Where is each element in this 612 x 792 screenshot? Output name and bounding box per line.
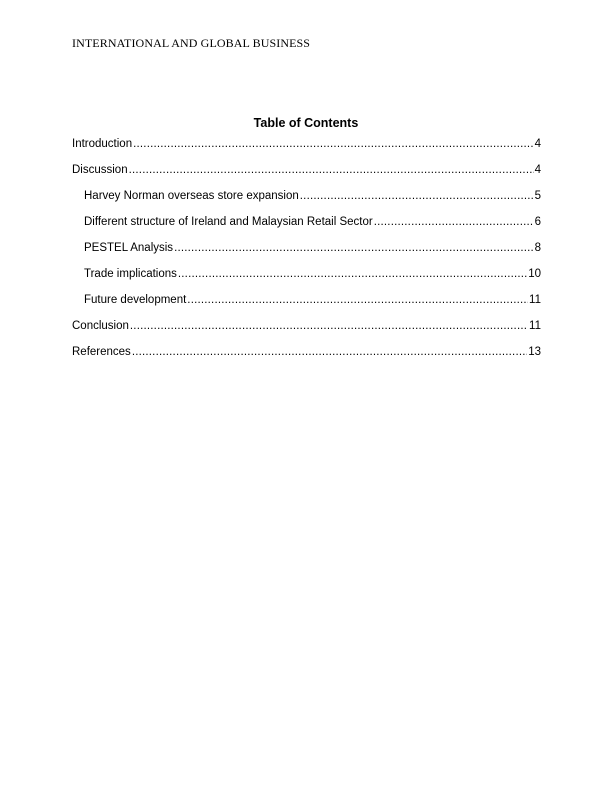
toc-dot-leader	[187, 293, 528, 307]
toc-entry-references[interactable]	[72, 344, 541, 370]
toc-entry-text: References	[72, 346, 131, 358]
toc-entry-text: Harvey Norman overseas store expansion	[84, 190, 299, 202]
toc-entry-trade-implications[interactable]	[72, 266, 541, 292]
toc-dot-leader	[129, 163, 534, 177]
toc-dot-leader	[174, 241, 534, 255]
toc-page-number: 5	[534, 190, 541, 202]
toc-entry-introduction[interactable]	[72, 136, 541, 162]
toc-title: Table of Contents	[253, 116, 359, 130]
toc-page-number: 4	[534, 138, 541, 150]
toc-entry-future-development[interactable]	[72, 292, 541, 318]
toc-entry-text: PESTEL Analysis	[84, 242, 174, 254]
toc-entry-text: Trade implications	[84, 268, 177, 280]
toc-dot-leader	[130, 319, 528, 333]
running-header: INTERNATIONAL AND GLOBAL BUSINESS	[72, 36, 311, 50]
toc-entry-text: Future development	[84, 294, 187, 306]
toc-entry-text: Different structure of Ireland and Malaysian Retail Sector	[84, 216, 373, 228]
toc-dot-leader	[374, 215, 534, 229]
toc-entry-discussion[interactable]	[72, 162, 541, 188]
toc-entry-harvey-norman-expansion[interactable]	[72, 188, 541, 214]
toc-page-number: 13	[528, 346, 541, 358]
toc-entry-text: Conclusion	[72, 320, 129, 332]
toc-entry-conclusion[interactable]	[72, 318, 541, 344]
table-of-contents	[72, 136, 541, 370]
toc-entry-text: Introduction	[72, 138, 133, 150]
toc-entry-retail-sector-structure[interactable]	[72, 214, 541, 240]
toc-dot-leader	[178, 267, 527, 281]
toc-page-number: 10	[528, 268, 541, 280]
toc-page-number: 4	[534, 164, 541, 176]
toc-dot-leader	[132, 345, 527, 359]
toc-entry-pestel-analysis[interactable]	[72, 240, 541, 266]
toc-page-number: 11	[529, 294, 541, 306]
toc-page-number: 11	[529, 320, 541, 332]
toc-dot-leader	[133, 137, 533, 151]
toc-page-number: 8	[534, 242, 541, 254]
toc-dot-leader	[300, 189, 534, 203]
toc-page-number: 6	[534, 216, 541, 228]
toc-entry-text: Discussion	[72, 164, 128, 176]
